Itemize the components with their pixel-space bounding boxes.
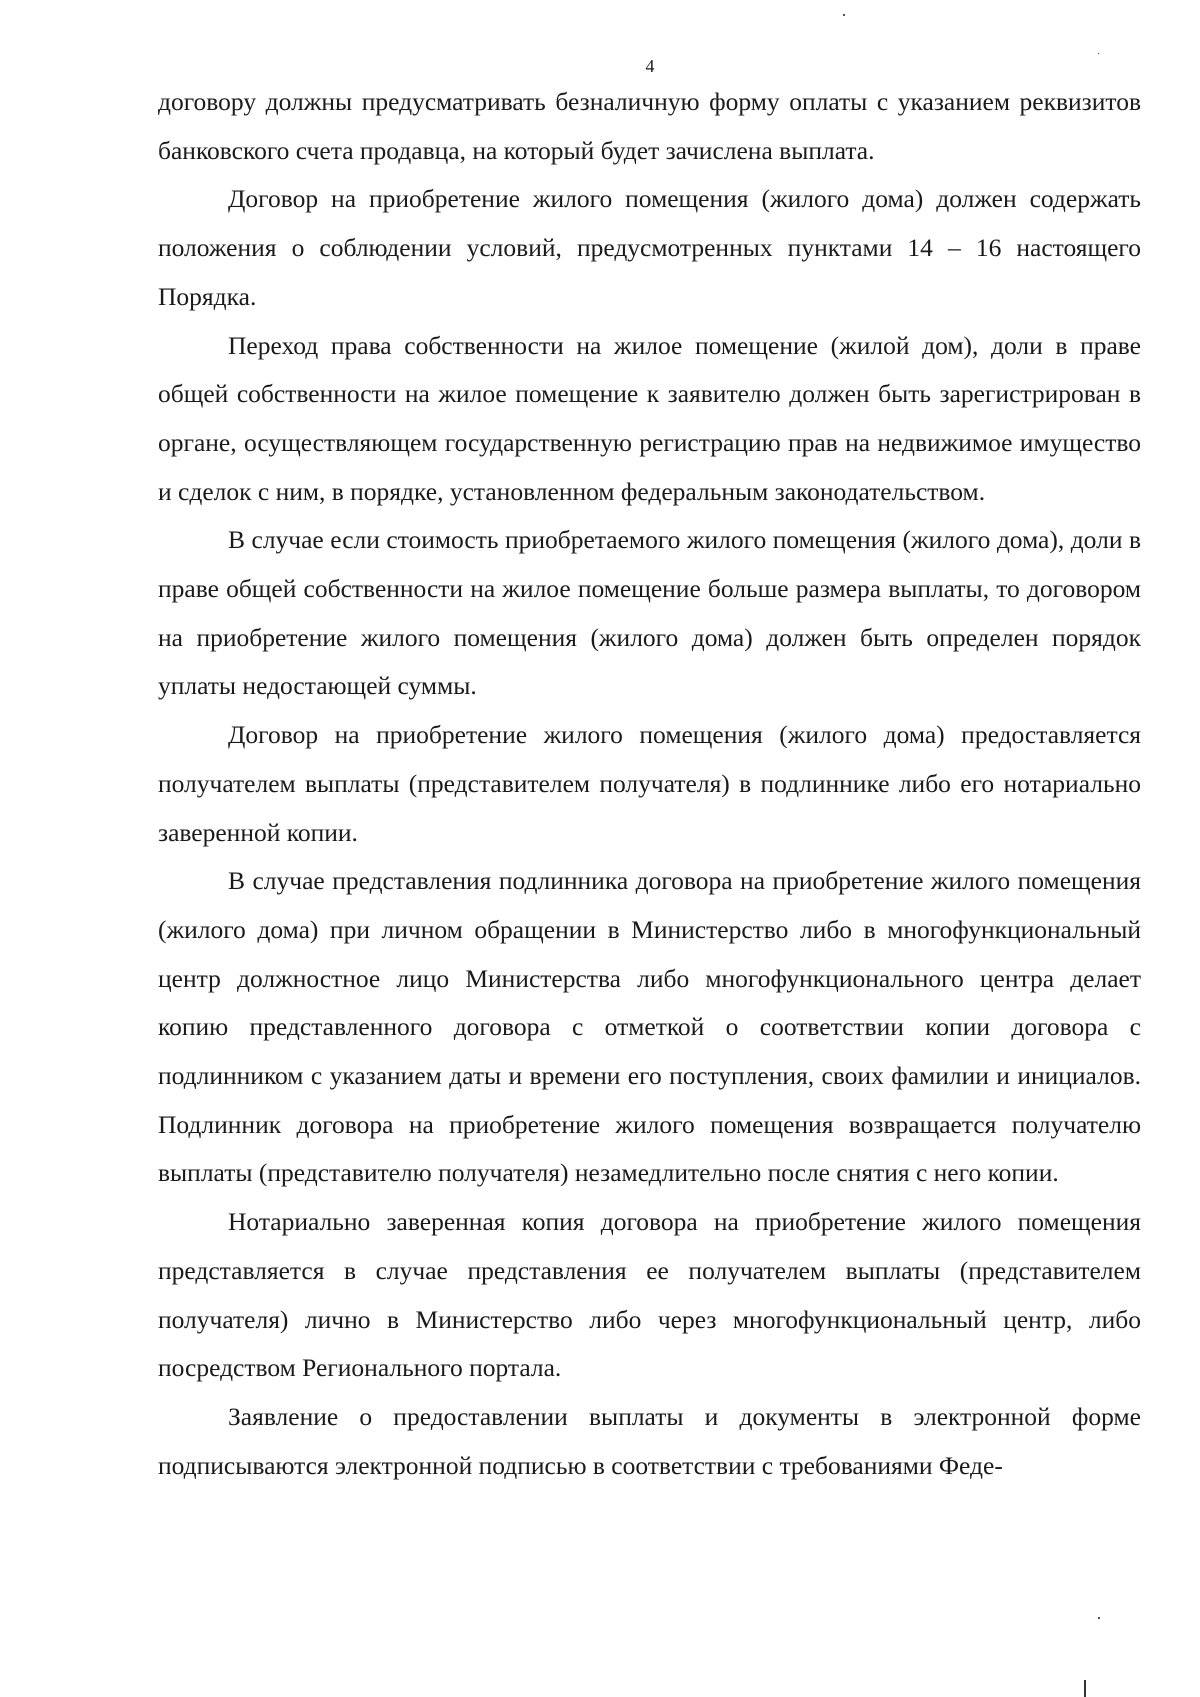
page-number: 4 — [645, 56, 655, 76]
paragraph-original-contract: В случае представления подлинника договора на приобретение жилого помещения (жилого дома) при личном обращении в Министерство либо в многофункциональный центр должностное лицо Министерства либо многофункционального центра делает копию представленного договора с отметкой о соответствии копии договора с подлинником с указанием даты и времени его поступления, своих фамилии и инициалов. Подлинник договора на приобретение жилого помещения возвращается получателю выплаты (представителю получателя) незамедлительно после снятия с него копии. — [158, 866, 1141, 1188]
paragraph-electronic-signature: Заявление о предоставлении выплаты и документы в электронной форме подписываются электронной подписью в соответствии с требованиями Феде- — [158, 1401, 1141, 1480]
scan-speck — [843, 14, 845, 16]
scan-mark — [1084, 1680, 1086, 1697]
document-body — [158, 78, 1141, 1490]
paragraph-contract-submission: Договор на приобретение жилого помещения (жилого дома) предоставляется получателем выплаты (представителем получателя) в подлиннике либо его нотариально заверенной копии. — [158, 720, 1141, 847]
scan-speck — [1098, 1617, 1100, 1619]
paragraph-continuation: договору должны предусматривать безналичную форму оплаты с указанием реквизитов банковского счета продавца, на который будет зачислена выплата. — [158, 87, 1141, 165]
paragraph-notarized-copy: Нотариально заверенная копия договора на приобретение жилого помещения представляется в случае представления ее получателем выплаты (представителем получателя) лично в Министерство либо через многофункциональный центр, либо посредством Регионального портала. — [158, 1207, 1141, 1383]
paragraph-ownership-transfer: Переход права собственности на жилое помещение (жилой дом), доли в праве общей собственности на жилое помещение к заявителю должен быть зарегистрирован в органе, осуществляющем государственную регистрацию прав на недвижимое имущество и сделок с ним, в порядке, установленном федеральным законодательством. — [158, 330, 1141, 506]
paragraph-contract-conditions: Договор на приобретение жилого помещения (жилого дома) должен содержать положения о соблюдении условий, предусмотренных пунктами 14 – 16 настоящего Порядка. — [158, 184, 1141, 311]
paragraph-cost-exceeds: В случае если стоимость приобретаемого жилого помещения (жилого дома), доли в праве общей собственности на жилое помещение больше размера выплаты, то договором на приобретение жилого помещения (жилого дома) должен быть определен порядок уплаты недостающей суммы. — [158, 525, 1141, 701]
scan-speck — [1098, 53, 1099, 54]
